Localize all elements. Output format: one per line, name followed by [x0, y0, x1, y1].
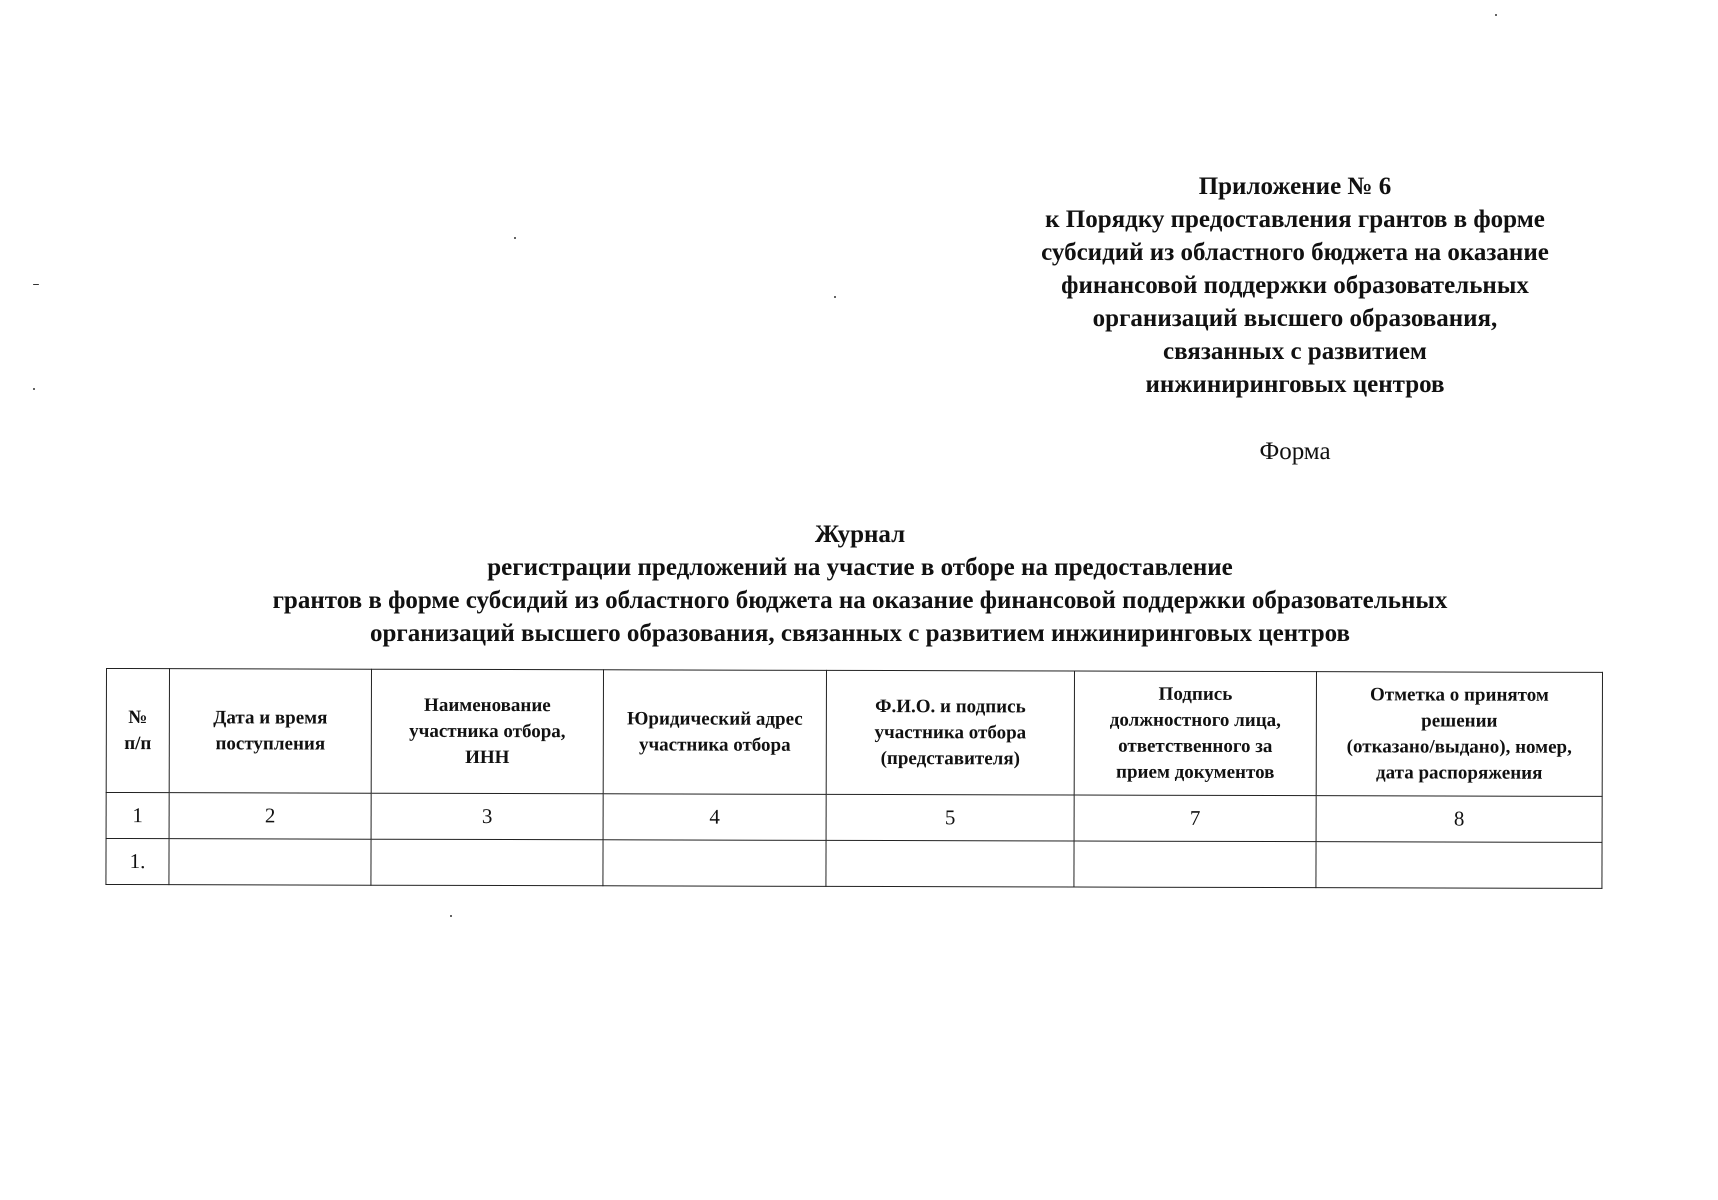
scan-speck [514, 237, 516, 239]
header-legal-address [603, 670, 826, 795]
table-header-row [106, 669, 1602, 797]
scan-speck [834, 296, 836, 298]
scan-speck [450, 915, 452, 917]
column-number: 7 [1074, 795, 1316, 842]
column-numbers-row [106, 793, 1602, 843]
header-line: поступления [215, 732, 326, 755]
appendix-header [985, 170, 1605, 401]
table-cell [371, 839, 603, 886]
appendix-line: организаций высшего образования, [1092, 305, 1498, 332]
scan-speck [33, 284, 39, 285]
header-line: Наименование [424, 694, 551, 716]
header-line: ответственного за [1118, 735, 1273, 757]
column-number: 5 [826, 794, 1074, 841]
column-number: 4 [603, 794, 826, 841]
header-line: Подпись [1158, 683, 1233, 705]
header-line: Юридический адрес [627, 707, 803, 730]
table-row [106, 839, 1602, 889]
table-cell [1074, 841, 1316, 888]
header-line: п/п [124, 732, 152, 754]
journal-title-line: организаций высшего образования, связанных с развитием инжиниринговых центров [369, 620, 1351, 647]
appendix-line: к Порядку предоставления грантов в форме [1045, 206, 1545, 233]
header-line: участника отбора [874, 721, 1027, 743]
journal-title [100, 518, 1620, 650]
header-line: решении [1421, 709, 1498, 732]
journal-title-line: регистрации предложений на участие в отборе на предоставление [487, 554, 1233, 581]
header-official-signature [1074, 671, 1316, 796]
header-line: должностного лица, [1109, 709, 1281, 731]
header-line: прием документов [1116, 761, 1275, 783]
appendix-line: финансовой поддержки образовательных [1061, 272, 1529, 299]
column-number: 8 [1316, 796, 1602, 843]
header-line: Дата и время [213, 706, 328, 729]
header-number [106, 669, 169, 793]
appendix-line: субсидий из областного бюджета на оказание [1041, 239, 1549, 266]
header-participant-signature [826, 670, 1074, 795]
header-line: ИНН [465, 746, 510, 768]
appendix-line: Приложение № 6 [1198, 173, 1392, 200]
table-cell [169, 839, 371, 886]
journal-title-line: Журнал [814, 521, 906, 548]
header-participant-name [371, 669, 603, 794]
scan-speck [1495, 14, 1497, 16]
header-line: участника отбора, [409, 720, 566, 742]
appendix-line: связанных с развитием [1163, 338, 1427, 365]
header-line: участника отбора [638, 733, 791, 756]
header-line: Отметка о принятом [1369, 683, 1549, 706]
scan-speck [33, 388, 35, 390]
table-cell [603, 840, 826, 887]
column-number: 3 [371, 793, 603, 840]
journal-title-line: грантов в форме субсидий из областного бюджета на оказание финансовой поддержки образовательных [272, 587, 1448, 614]
header-line: (представителя) [880, 747, 1020, 769]
table-cell: 1. [106, 839, 169, 885]
header-line: (отказано/выдано), номер, [1346, 735, 1572, 758]
appendix-line: инжиниринговых центров [1145, 371, 1445, 398]
table-cell [826, 840, 1074, 887]
column-number: 2 [169, 793, 371, 840]
header-line: Ф.И.О. и подпись [875, 695, 1026, 717]
form-label: Форма [1259, 438, 1331, 465]
header-date-time [169, 669, 371, 794]
header-line: дата распоряжения [1376, 761, 1543, 784]
registration-table [105, 668, 1603, 889]
header-decision-mark [1316, 672, 1602, 797]
table-cell [1316, 842, 1602, 889]
header-line: № [128, 706, 148, 728]
column-number: 1 [106, 793, 169, 839]
